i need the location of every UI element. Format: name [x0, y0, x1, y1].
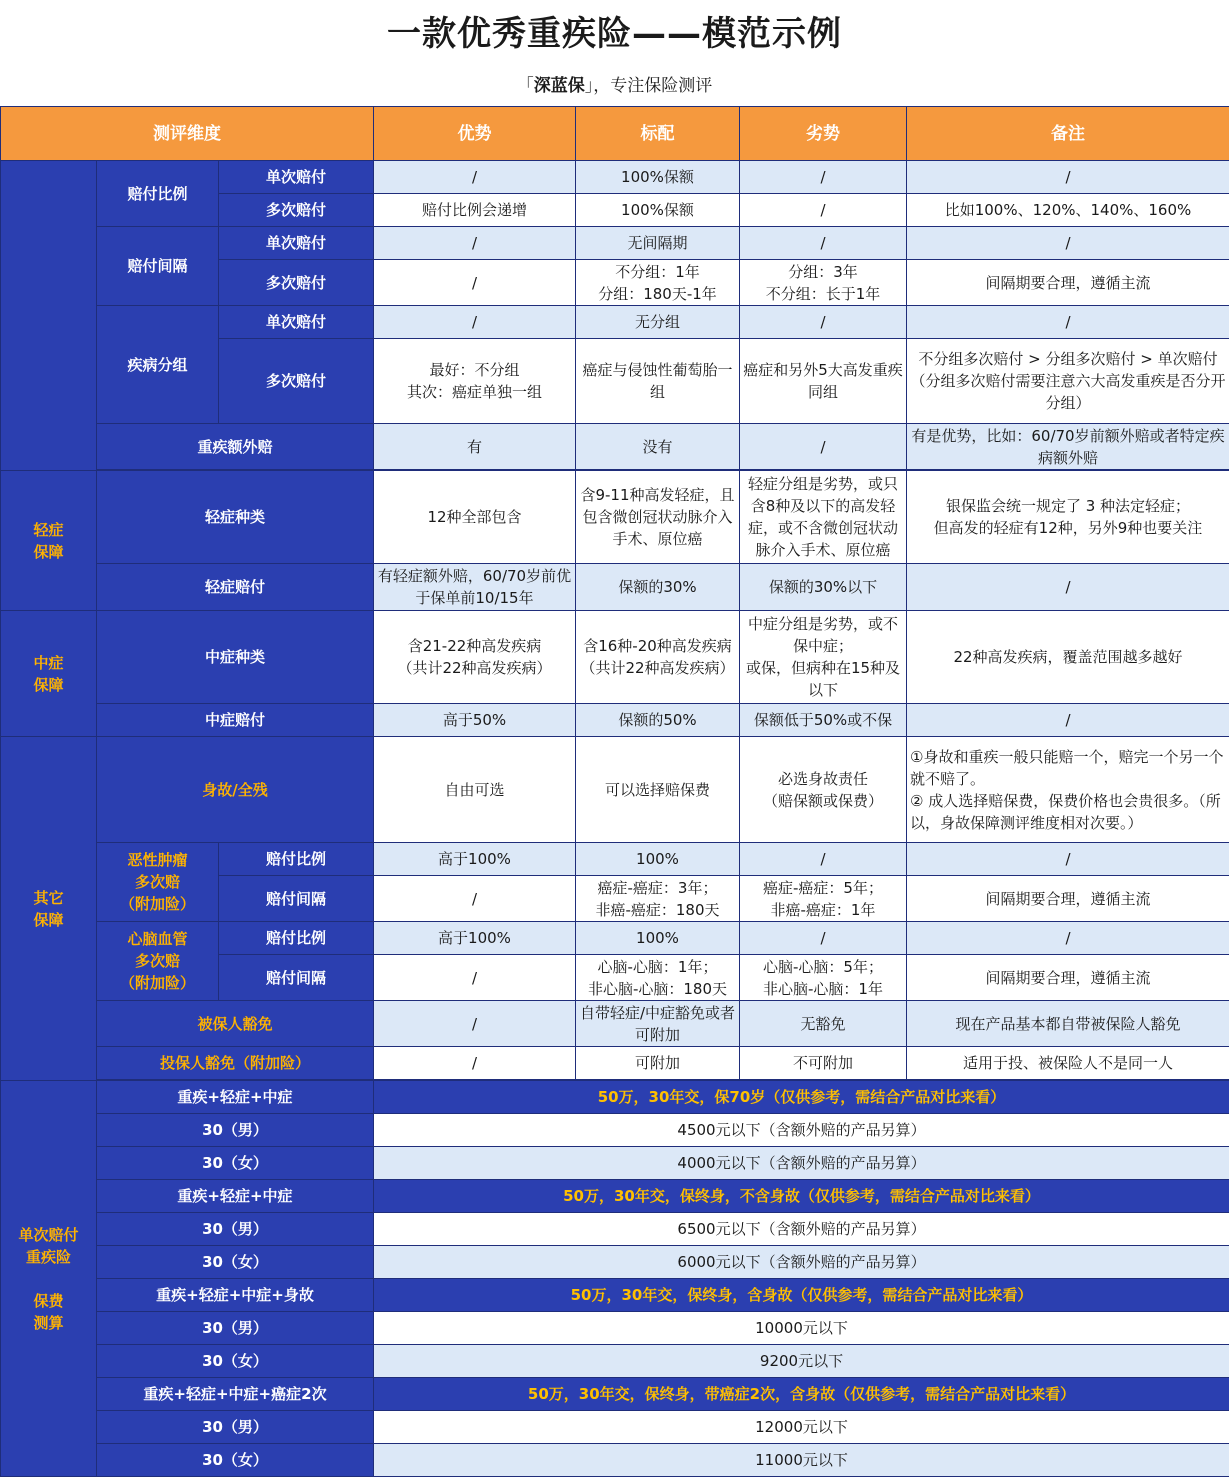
cell-disadvantage: / [740, 922, 907, 955]
label-cancer: 恶性肿瘤 多次赔 （附加险） [97, 843, 219, 922]
cell-disadvantage: 必选身故责任 （赔保额或保费） [740, 737, 907, 843]
table-row [1, 1378, 1229, 1411]
cell-standard: 无间隔期 [576, 227, 740, 260]
label-multi: 多次赔付 [219, 339, 374, 424]
cell-advantage: 有轻症额外赔，60/70岁前优于保单前10/15年 [374, 564, 576, 611]
cell-disadvantage: 癌症和另外5大高发重疾同组 [740, 339, 907, 424]
label-male: 30（男） [97, 1213, 374, 1246]
cell-standard: 癌症与侵蚀性葡萄胎一组 [576, 339, 740, 424]
label-ratio: 赔付比例 [219, 843, 374, 876]
cell-disadvantage: 心脑-心脑：5年； 非心脑-心脑：1年 [740, 955, 907, 1001]
cell-advantage: 最好：不分组 其次：癌症单独一组 [374, 339, 576, 424]
cell-disadvantage: / [740, 161, 907, 194]
cell-standard: 100%保额 [576, 194, 740, 227]
header-advantage: 优势 [374, 107, 576, 161]
label-death: 身故/全残 [97, 737, 374, 843]
cell-advantage: 高于100% [374, 922, 576, 955]
header-disadvantage: 劣势 [740, 107, 907, 161]
cell-disadvantage: 轻症分组是劣势，或只含8种及以下的高发轻症，或不含微创冠状动脉介入手术、原位癌 [740, 471, 907, 564]
cell-remark: 适用于投、被保险人不是同一人 [907, 1047, 1229, 1080]
cell-advantage: 12种全部包含 [374, 471, 576, 564]
cell-remark: 间隔期要合理，遵循主流 [907, 955, 1229, 1001]
cell-standard: 100% [576, 843, 740, 876]
plan-note: 50万，30年交，保终身，带癌症2次，含身故（仅供参考，需结合产品对比来看） [374, 1378, 1229, 1411]
label-extra: 重疾额外赔 [97, 424, 374, 470]
cell-advantage: / [374, 306, 576, 339]
table-row [1, 843, 1229, 876]
label-male: 30（男） [97, 1312, 374, 1345]
label-male: 30（男） [97, 1114, 374, 1147]
cell-standard: 100% [576, 922, 740, 955]
group-critical [1, 161, 97, 471]
cell-standard: 可以选择赔保费 [576, 737, 740, 843]
bracket-close: 」 [585, 76, 594, 96]
bracket-open: 「 [517, 76, 534, 96]
cell-advantage: / [374, 260, 576, 306]
table-row [1, 1444, 1229, 1477]
table-row [1, 704, 1229, 737]
label-multi: 多次赔付 [219, 260, 374, 306]
cell-standard: 没有 [576, 424, 740, 470]
cell-remark: 不分组多次赔付 > 分组多次赔付 > 单次赔付 （分组多次赔付需要注意六大高发重疾是否分开分组） [907, 339, 1229, 424]
page-title: 一款优秀重疾险——模范示例 [0, 10, 1229, 58]
table-row [1, 424, 1229, 470]
brand-name: 深蓝保 [534, 76, 585, 96]
cell-standard: 自带轻症/中症豁免或者可附加 [576, 1001, 740, 1047]
price-male: 10000元以下 [374, 1312, 1229, 1345]
cell-disadvantage: / [740, 843, 907, 876]
cell-remark: / [907, 922, 1229, 955]
cell-remark: 现在产品基本都自带被保险人豁免 [907, 1001, 1229, 1047]
cell-standard: 心脑-心脑：1年； 非心脑-心脑：180天 [576, 955, 740, 1001]
label-interval: 赔付间隔 [97, 227, 219, 306]
table-row [1, 611, 1229, 704]
plan-note: 50万，30年交，保终身，含身故（仅供参考，需结合产品对比来看） [374, 1279, 1229, 1312]
header-row [1, 107, 1229, 161]
price-female: 11000元以下 [374, 1444, 1229, 1477]
price-female: 4000元以下（含额外赔的产品另算） [374, 1147, 1229, 1180]
price-female: 9200元以下 [374, 1345, 1229, 1378]
cell-standard: 不分组：1年 分组：180天-1年 [576, 260, 740, 306]
table-row [1, 737, 1229, 843]
cell-remark: 间隔期要合理，遵循主流 [907, 876, 1229, 922]
header-dimension: 测评维度 [1, 107, 374, 161]
cell-remark: ①身故和重疾一般只能赔一个，赔完一个另一个就不赔了。 ② 成人选择赔保费，保费价格也会贵很多。（所以，身故保障测评维度相对次要。） [907, 737, 1229, 843]
label-grouping: 疾病分组 [97, 306, 219, 424]
cell-standard: 含9-11种高发轻症，且包含微创冠状动脉介入手术、原位癌 [576, 471, 740, 564]
label-interval: 赔付间隔 [219, 876, 374, 922]
cell-advantage: 赔付比例会递增 [374, 194, 576, 227]
cell-advantage: / [374, 876, 576, 922]
cell-disadvantage: 无豁免 [740, 1001, 907, 1047]
label-male: 30（男） [97, 1411, 374, 1444]
table-row [1, 1047, 1229, 1080]
table-row [1, 1213, 1229, 1246]
table-row [1, 161, 1229, 194]
cell-disadvantage: 保额低于50%或不保 [740, 704, 907, 737]
cell-remark: 22种高发疾病，覆盖范围越多越好 [907, 611, 1229, 704]
cell-disadvantage: 不可附加 [740, 1047, 907, 1080]
cell-remark: / [907, 161, 1229, 194]
cell-advantage: 高于50% [374, 704, 576, 737]
header-standard: 标配 [576, 107, 740, 161]
plan-label: 重疾+轻症+中症 [97, 1081, 374, 1114]
table-row [1, 1411, 1229, 1444]
plan-note: 50万，30年交，保终身，不含身故（仅供参考，需结合产品对比来看） [374, 1180, 1229, 1213]
cell-remark: / [907, 843, 1229, 876]
cell-remark: / [907, 564, 1229, 611]
plan-label: 重疾+轻症+中症+身故 [97, 1279, 374, 1312]
cell-disadvantage: / [740, 227, 907, 260]
cell-disadvantage: 保额的30%以下 [740, 564, 907, 611]
table-row [1, 306, 1229, 339]
table-row [1, 1345, 1229, 1378]
cell-standard: 保额的30% [576, 564, 740, 611]
cell-disadvantage: / [740, 424, 907, 470]
plan-note: 50万，30年交，保70岁（仅供参考，需结合产品对比来看） [374, 1081, 1229, 1114]
label-female: 30（女） [97, 1147, 374, 1180]
cell-remark: 比如100%、120%、140%、160% [907, 194, 1229, 227]
cell-remark: / [907, 704, 1229, 737]
cell-advantage: 自由可选 [374, 737, 576, 843]
cell-remark: 有是优势，比如：60/70岁前额外赔或者特定疾病额外赔 [907, 424, 1229, 470]
evaluation-table [0, 106, 1229, 1477]
group-premium: 单次赔付 重疾险 保费 测算 [1, 1081, 97, 1477]
cell-advantage: 有 [374, 424, 576, 470]
label-ratio: 赔付比例 [97, 161, 219, 227]
table-row [1, 471, 1229, 564]
subtitle-text: ，专注保险测评 [593, 76, 712, 96]
cell-standard: 保额的50% [576, 704, 740, 737]
plan-label: 重疾+轻症+中症 [97, 1180, 374, 1213]
label-cardio: 心脑血管 多次赔 （附加险） [97, 922, 219, 1001]
label-single: 单次赔付 [219, 161, 374, 194]
cell-remark: / [907, 227, 1229, 260]
label-female: 30（女） [97, 1345, 374, 1378]
header-remark: 备注 [907, 107, 1229, 161]
table-row [1, 1279, 1229, 1312]
price-male: 6500元以下（含额外赔的产品另算） [374, 1213, 1229, 1246]
cell-advantage: / [374, 227, 576, 260]
cell-disadvantage: 中症分组是劣势，或不保中症； 或保，但病种在15种及以下 [740, 611, 907, 704]
label-medium-types: 中症种类 [97, 611, 374, 704]
table-row [1, 1081, 1229, 1114]
table-row [1, 1147, 1229, 1180]
cell-advantage: 高于100% [374, 843, 576, 876]
table-row [1, 1001, 1229, 1047]
cell-advantage: / [374, 955, 576, 1001]
cell-disadvantage: / [740, 306, 907, 339]
table-row [1, 1312, 1229, 1345]
label-female: 30（女） [97, 1444, 374, 1477]
label-medium-pay: 中症赔付 [97, 704, 374, 737]
table-row [1, 1246, 1229, 1279]
cell-standard: 癌症-癌症：3年； 非癌-癌症：180天 [576, 876, 740, 922]
label-ratio: 赔付比例 [219, 922, 374, 955]
group-light: 轻症 保障 [1, 471, 97, 611]
page-subtitle [0, 73, 1229, 99]
cell-standard: 100%保额 [576, 161, 740, 194]
label-holder-waiver: 投保人豁免（附加险） [97, 1047, 374, 1080]
cell-remark: / [907, 306, 1229, 339]
cell-disadvantage: / [740, 194, 907, 227]
cell-advantage: / [374, 1047, 576, 1080]
table-row [1, 564, 1229, 611]
cell-disadvantage: 分组：3年 不分组：长于1年 [740, 260, 907, 306]
cell-advantage: / [374, 161, 576, 194]
label-female: 30（女） [97, 1246, 374, 1279]
label-light-pay: 轻症赔付 [97, 564, 374, 611]
table-row [1, 922, 1229, 955]
group-medium: 中症 保障 [1, 611, 97, 737]
plan-label: 重疾+轻症+中症+癌症2次 [97, 1378, 374, 1411]
price-male: 4500元以下（含额外赔的产品另算） [374, 1114, 1229, 1147]
cell-remark: 银保监会统一规定了 3 种法定轻症； 但高发的轻症有12种，另外9种也要关注 [907, 471, 1229, 564]
label-interval: 赔付间隔 [219, 955, 374, 1001]
cell-remark: 间隔期要合理，遵循主流 [907, 260, 1229, 306]
table-row [1, 1180, 1229, 1213]
cell-advantage: 含21-22种高发疾病 （共计22种高发疾病） [374, 611, 576, 704]
cell-disadvantage: 癌症-癌症：5年； 非癌-癌症：1年 [740, 876, 907, 922]
label-single: 单次赔付 [219, 306, 374, 339]
cell-standard: 可附加 [576, 1047, 740, 1080]
label-light-types: 轻症种类 [97, 471, 374, 564]
table-row [1, 227, 1229, 260]
price-male: 12000元以下 [374, 1411, 1229, 1444]
cell-standard: 无分组 [576, 306, 740, 339]
cell-advantage: / [374, 1001, 576, 1047]
label-insured-waiver: 被保人豁免 [97, 1001, 374, 1047]
label-multi: 多次赔付 [219, 194, 374, 227]
table-row [1, 1114, 1229, 1147]
cell-standard: 含16种-20种高发疾病 （共计22种高发疾病） [576, 611, 740, 704]
group-other: 其它 保障 [1, 737, 97, 1081]
label-single: 单次赔付 [219, 227, 374, 260]
price-female: 6000元以下（含额外赔的产品另算） [374, 1246, 1229, 1279]
